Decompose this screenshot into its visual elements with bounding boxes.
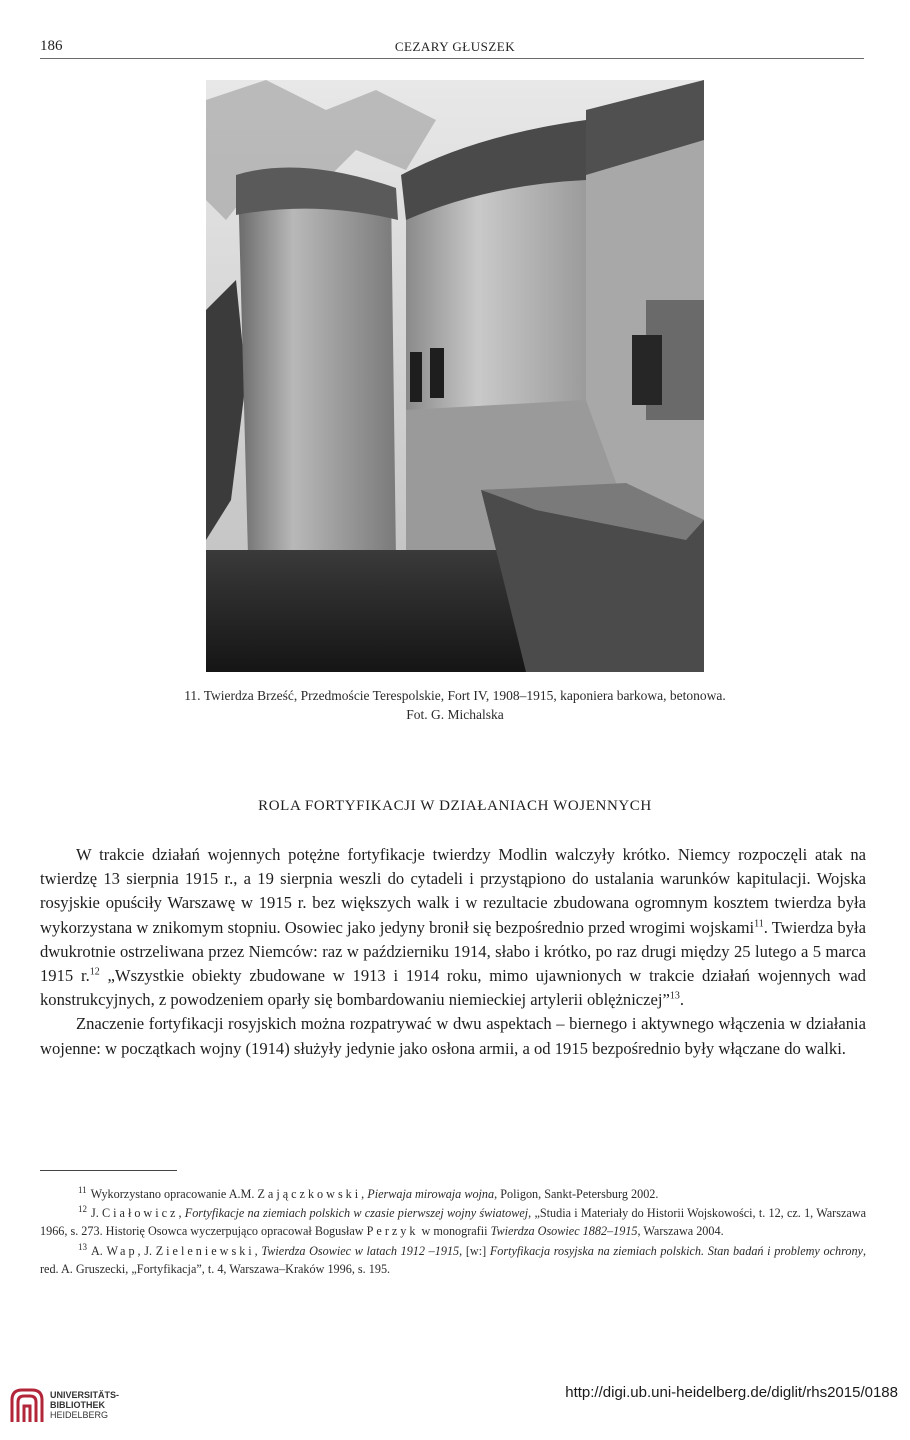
footnote-text: , Poligon, Sankt-Petersburg 2002.	[494, 1187, 659, 1201]
footnote-number: 13	[78, 1241, 87, 1252]
footnote-ref: 11	[754, 918, 764, 930]
library-name	[50, 1390, 119, 1420]
caption-line: 11. Twierdza Brześć, Przedmoście Terespolskie, Fort IV, 1908–1915, kaponiera barkowa, betonowa.	[184, 688, 726, 703]
footnote-author: Zieleniewski	[155, 1243, 255, 1258]
page-number: 186	[40, 38, 63, 54]
footnote-text: ,	[254, 1243, 262, 1258]
footnote-11	[40, 1185, 866, 1203]
footnote-text: A.	[91, 1243, 107, 1258]
footnote-text: w monografii	[418, 1224, 491, 1239]
library-line: UNIVERSITÄTS-	[50, 1390, 120, 1400]
footnote-title: Twierdza Osowiec 1882–1915	[490, 1224, 638, 1239]
section-heading: ROLA FORTYFIKACJI W DZIAŁANIACH WOJENNYCH	[258, 798, 652, 814]
digital-url-link[interactable]: http://digi.ub.uni-heidelberg.de/diglit/rhs2015/0188	[565, 1384, 898, 1401]
footnote-text: , J.	[137, 1243, 156, 1258]
footnote-text: , Warszawa 2004.	[637, 1224, 724, 1239]
footnote-title: Fortyfikacja rosyjska na ziemiach polskich. Stan badań i problemy ochrony	[489, 1243, 863, 1258]
footnote-text: Wykorzystano opracowanie A.M.	[90, 1187, 258, 1201]
figure-caption	[60, 686, 850, 724]
footnote-12	[40, 1204, 866, 1240]
running-head: CEZARY GŁUSZEK	[394, 39, 516, 54]
footnote-author: Wap	[106, 1243, 138, 1258]
footnote-title: Twierdza Osowiec w latach 1912 –1915	[261, 1243, 460, 1258]
photo-credit: Fot. G. Michalska	[406, 707, 504, 722]
body-text	[40, 843, 866, 1061]
header-rule	[40, 58, 864, 59]
paragraph-text: . Twierdza była dwukrotnie ostrzeliwana przez Niemców: raz w październiku 1914, słabo i krótko, po raz drugi między 25 lutego a 5 marca 1915 r.	[40, 917, 866, 986]
footnote-author: Perzyk	[366, 1224, 419, 1239]
footnote-text: ,	[178, 1206, 185, 1221]
footnote-rule	[40, 1170, 177, 1171]
paragraph-1	[40, 843, 866, 1012]
paragraph-text: .	[679, 990, 685, 1010]
fortification-photo-icon	[206, 80, 704, 672]
library-logo[interactable]	[10, 1386, 119, 1424]
footnote-author: Zajączkowski	[257, 1187, 362, 1201]
library-line: BIBLIOTHEK	[50, 1400, 105, 1410]
footnote-text: , [w:]	[459, 1243, 490, 1258]
paragraph-2: Znaczenie fortyfikacji rosyjskich można rozpatrywać w dwu aspektach – biernego i aktywnego włączenia w działania wojenne: w początkach wojny (1914) służyły jedynie jako osłona armii, a od 1915 bezpośrednio były włączane do walki.	[40, 1014, 866, 1058]
footnote-author: Ciałowicz	[102, 1206, 179, 1221]
footnote-ref: 12	[89, 966, 100, 978]
footnote-number: 11	[78, 1184, 87, 1195]
figure-photo	[206, 80, 704, 672]
footnote-ref: 13	[669, 990, 680, 1002]
footnote-13	[40, 1242, 866, 1278]
footnote-text: , „Studia i Materiały do Historii Wojskowości, t. 12, cz. 1, Warszawa 1966, s. 273. Historię Osowca wyczerpująco opracował Bogusław	[40, 1206, 867, 1239]
library-line: HEIDELBERG	[50, 1410, 109, 1420]
footnote-title: Pierwaja mirowaja wojna	[367, 1187, 495, 1201]
footnote-text: , red. A. Gruszecki, „Fortyfikacja”, t. 4, Warszawa–Kraków 1996, s. 195.	[40, 1243, 867, 1276]
footnote-text: ,	[361, 1187, 368, 1201]
footnote-number: 12	[78, 1204, 87, 1215]
university-library-logo-icon	[10, 1386, 44, 1424]
paragraph-text: W trakcie działań wojennych potężne fortyfikacje twierdzy Modlin walczyły krótko. Niemcy rozpoczęli atak na twierdzę 13 sierpnia 1915 r., a 19 sierpnia weszli do cytadeli i przystąpiono do ustalania warunków kapitulacji. Wojska rosyjskie opuściły Warszawę w 1915 r. bez większych walk i w rezultacie zbudowana ogromnym kosztem twierdza była wykorzystana w znikomym stopniu. Osowiec jako jedyny bronił się bezpośrednio przed wrogimi wojskami	[40, 845, 866, 937]
footnotes	[40, 1185, 866, 1279]
footnote-text: J.	[91, 1206, 103, 1221]
footnote-title: Fortyfikacje na ziemiach polskich w czasie pierwszej wojny światowej	[184, 1206, 529, 1221]
paragraph-text: „Wszystkie obiekty zbudowane w 1913 i 1914 roku, mimo ujawnionych w trakcie działań wojennych wad konstrukcyjnych, z powodzeniem oparły się bombardowaniu niemieckiej artylerii oblężniczej”	[40, 966, 866, 1010]
